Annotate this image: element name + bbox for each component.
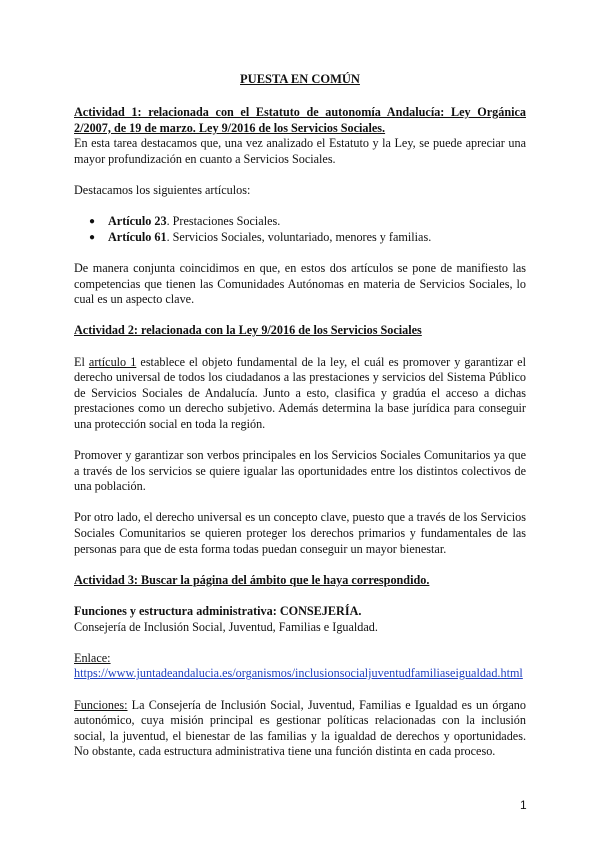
list-item (74, 214, 526, 230)
document-title: PUESTA EN COMÚN (240, 72, 360, 86)
consejeria-name: Consejería de Inclusión Social, Juventud, Familias e Igualdad. (74, 619, 378, 634)
funciones-text: La Consejería de Inclusión Social, Juventud, Familias e Igualdad es un órgano autonómico, cuya misión principal es gestionar políticas relacionadas con la inclusión social, la juventud, el bienestar de las familias y la igualdad de derechos y oportunidades. No obstante, cada estructura administrativa tiene una función distinta en cada proceso. (74, 697, 526, 759)
article-title: Artículo 61 (108, 229, 167, 244)
activity-1-paragraph-3: De manera conjunta coincidimos en que, en estos dos artículos se pone de manifiesto las competencias que tienen las Comunidades Autónomas en materia de Servicios Sociales, lo cual es un aspecto clave. (74, 260, 526, 307)
article-1-link[interactable]: artículo 1 (88, 354, 137, 369)
list-item (74, 230, 526, 246)
activity-3-heading: Actividad 3: Buscar la página del ámbito que le haya correspondido. (74, 572, 430, 587)
bullet-icon: ● (89, 231, 96, 243)
article-title: Artículo 23 (108, 214, 167, 229)
enlace-label: Enlace: (74, 650, 111, 665)
activity-2-paragraph-1 (74, 355, 526, 433)
article-list (74, 214, 526, 245)
page-number: 1 (520, 798, 527, 812)
activity-2-paragraph-3: Por otro lado, el derecho universal es un concepto clave, puesto que a través de los Servicios Sociales Comunitarios se quieren proteger los derechos primarios y fundamentales de las personas para que de esta forma todas puedan conseguir un mayor bienestar. (74, 510, 526, 556)
activity-2-paragraph-2: Promover y garantizar son verbos principales en los Servicios Sociales Comunitarios ya que a través de los servicios se quiere igualar las oportunidades entre los distintos colectivos de una población. (74, 448, 526, 494)
document-body (74, 105, 526, 760)
activity-1-paragraph-1: En esta tarea destacamos que, una vez analizado el Estatuto y la Ley, se puede apreciar una mayor profundización en cuanto a Servicios Sociales. (74, 136, 526, 166)
activity-2-heading: Actividad 2: relacionada con la Ley 9/2016 de los Servicios Sociales (74, 323, 422, 338)
consejeria-url-link[interactable]: https://www.juntadeandalucia.es/organismos/inclusionsocialjuventudfamiliaseigualdad.html (74, 666, 523, 681)
paragraph-text: establece el objeto fundamental de la ley, el cuál es promover y garantizar el derecho universal de todos los ciudadanos a las prestaciones y servicios del Sistema Público de Servicios Sociales de Andalucía. Junto a esto, clasifica y gradúa el acceso a dichas prestaciones como un derecho subjetivo. Además determina la base jurídica para conseguir una protección social en toda la región. (74, 354, 526, 431)
bullet-icon: ● (89, 216, 96, 228)
paragraph-prefix: El (74, 354, 89, 369)
article-text: . Prestaciones Sociales. (166, 214, 281, 229)
article-text: . Servicios Sociales, voluntariado, menores y familias. (166, 229, 432, 244)
activity-1-paragraph-2: Destacamos los siguientes artículos: (74, 182, 251, 197)
funciones-label: Funciones: (74, 697, 128, 712)
funciones-paragraph (74, 698, 526, 760)
consejeria-subheading: Funciones y estructura administrativa: CONSEJERÍA. (74, 604, 362, 618)
activity-1-heading: Actividad 1: relacionada con el Estatuto de autonomía Andalucía: Ley Orgánica 2/2007, de 19 de marzo. Ley 9/2016 de los Servicios Sociales. (74, 105, 526, 135)
